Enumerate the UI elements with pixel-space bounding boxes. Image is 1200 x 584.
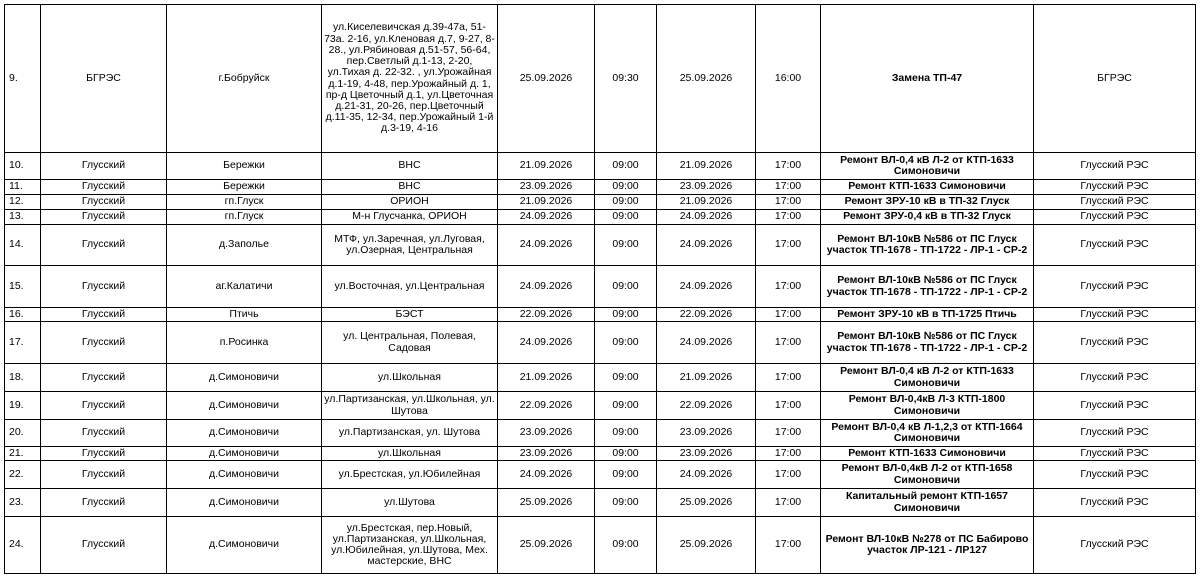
end-date-cell: 21.09.2026 [657, 364, 756, 392]
table-row [5, 489, 1196, 517]
start-time-cell: 09:00 [595, 266, 657, 308]
work-description-cell: Ремонт ВЛ-0,4кВ Л-3 КТП-1800 Симоновичи [821, 392, 1034, 420]
start-date-cell: 23.09.2026 [498, 447, 595, 461]
row-number-cell: 22. [5, 461, 41, 489]
end-time-cell: 17:00 [756, 489, 821, 517]
start-time-cell: 09:00 [595, 392, 657, 420]
end-time-cell: 17:00 [756, 517, 821, 574]
organization-cell: Глусский РЭС [1034, 266, 1196, 308]
organization-cell: Глусский РЭС [1034, 308, 1196, 322]
outage-schedule-table [4, 4, 1196, 574]
end-time-cell: 17:00 [756, 392, 821, 420]
objects-cell: ул.Восточная, ул.Центральная [322, 266, 498, 308]
work-description-cell: Ремонт ВЛ-10кВ №586 от ПС Глуск участок ТП-1678 - ТП-1722 - ЛР-1 - СР-2 [821, 322, 1034, 364]
work-description-cell: Ремонт КТП-1633 Симоновичи [821, 447, 1034, 461]
objects-cell: ул.Брестская, ул.Юбилейная [322, 461, 498, 489]
end-date-cell: 23.09.2026 [657, 447, 756, 461]
start-time-cell: 09:00 [595, 210, 657, 225]
work-description-cell: Замена ТП-47 [821, 5, 1034, 153]
objects-cell: ВНС [322, 153, 498, 180]
start-date-cell: 23.09.2026 [498, 420, 595, 447]
organization-cell: Глусский РЭС [1034, 420, 1196, 447]
end-time-cell: 17:00 [756, 420, 821, 447]
table-row [5, 180, 1196, 195]
table-row [5, 195, 1196, 210]
end-date-cell: 24.09.2026 [657, 322, 756, 364]
district-cell: Глусский [41, 153, 167, 180]
start-date-cell: 21.09.2026 [498, 364, 595, 392]
settlement-cell: г.Бобруйск [167, 5, 322, 153]
district-cell: БГРЭС [41, 5, 167, 153]
row-number-cell: 9. [5, 5, 41, 153]
work-description-cell: Ремонт ВЛ-10кВ №278 от ПС Бабирово участок ЛР-121 - ЛР127 [821, 517, 1034, 574]
table-row [5, 461, 1196, 489]
work-description-cell: Ремонт ВЛ-0,4 кВ Л-1,2,3 от КТП-1664 Симоновичи [821, 420, 1034, 447]
end-date-cell: 25.09.2026 [657, 489, 756, 517]
table-row [5, 447, 1196, 461]
end-time-cell: 17:00 [756, 266, 821, 308]
work-description-cell: Ремонт ВЛ-0,4 кВ Л-2 от КТП-1633 Симоновичи [821, 153, 1034, 180]
settlement-cell: Бережки [167, 153, 322, 180]
end-time-cell: 17:00 [756, 447, 821, 461]
row-number-cell: 18. [5, 364, 41, 392]
objects-cell: ОРИОН [322, 195, 498, 210]
start-time-cell: 09:00 [595, 364, 657, 392]
start-date-cell: 24.09.2026 [498, 210, 595, 225]
start-time-cell: 09:00 [595, 489, 657, 517]
objects-cell: ул.Партизанская, ул. Шутова [322, 420, 498, 447]
row-number-cell: 14. [5, 225, 41, 266]
settlement-cell: гп.Глуск [167, 210, 322, 225]
table-row [5, 364, 1196, 392]
objects-cell: ВНС [322, 180, 498, 195]
organization-cell: Глусский РЭС [1034, 392, 1196, 420]
end-date-cell: 21.09.2026 [657, 195, 756, 210]
work-description-cell: Ремонт ВЛ-10кВ №586 от ПС Глуск участок ТП-1678 - ТП-1722 - ЛР-1 - СР-2 [821, 225, 1034, 266]
start-date-cell: 24.09.2026 [498, 225, 595, 266]
settlement-cell: д.Симоновичи [167, 420, 322, 447]
district-cell: Глусский [41, 308, 167, 322]
settlement-cell: Птичь [167, 308, 322, 322]
start-date-cell: 24.09.2026 [498, 266, 595, 308]
start-date-cell: 24.09.2026 [498, 461, 595, 489]
objects-cell: ул.Шутова [322, 489, 498, 517]
start-date-cell: 23.09.2026 [498, 180, 595, 195]
start-date-cell: 21.09.2026 [498, 153, 595, 180]
end-date-cell: 25.09.2026 [657, 5, 756, 153]
end-date-cell: 21.09.2026 [657, 153, 756, 180]
work-description-cell: Ремонт ВЛ-10кВ №586 от ПС Глуск участок ТП-1678 - ТП-1722 - ЛР-1 - СР-2 [821, 266, 1034, 308]
settlement-cell: аг.Калатичи [167, 266, 322, 308]
start-date-cell: 24.09.2026 [498, 322, 595, 364]
end-time-cell: 17:00 [756, 153, 821, 180]
district-cell: Глусский [41, 322, 167, 364]
start-time-cell: 09:00 [595, 517, 657, 574]
end-time-cell: 17:00 [756, 364, 821, 392]
organization-cell: Глусский РЭС [1034, 322, 1196, 364]
settlement-cell: д.Симоновичи [167, 447, 322, 461]
settlement-cell: Бережки [167, 180, 322, 195]
organization-cell: Глусский РЭС [1034, 195, 1196, 210]
end-time-cell: 17:00 [756, 180, 821, 195]
district-cell: Глусский [41, 447, 167, 461]
row-number-cell: 17. [5, 322, 41, 364]
organization-cell: БГРЭС [1034, 5, 1196, 153]
end-time-cell: 16:00 [756, 5, 821, 153]
objects-cell: ул.Школьная [322, 447, 498, 461]
table-row [5, 153, 1196, 180]
settlement-cell: д.Симоновичи [167, 364, 322, 392]
organization-cell: Глусский РЭС [1034, 210, 1196, 225]
objects-cell: МТФ, ул.Заречная, ул.Луговая, ул.Озерная, Центральная [322, 225, 498, 266]
table-row [5, 420, 1196, 447]
start-time-cell: 09:00 [595, 308, 657, 322]
settlement-cell: д.Симоновичи [167, 489, 322, 517]
district-cell: Глусский [41, 364, 167, 392]
end-date-cell: 23.09.2026 [657, 420, 756, 447]
row-number-cell: 16. [5, 308, 41, 322]
organization-cell: Глусский РЭС [1034, 153, 1196, 180]
table-row [5, 5, 1196, 153]
organization-cell: Глусский РЭС [1034, 364, 1196, 392]
table-row [5, 210, 1196, 225]
start-date-cell: 21.09.2026 [498, 195, 595, 210]
row-number-cell: 12. [5, 195, 41, 210]
district-cell: Глусский [41, 225, 167, 266]
start-date-cell: 25.09.2026 [498, 5, 595, 153]
table-row [5, 266, 1196, 308]
end-time-cell: 17:00 [756, 461, 821, 489]
start-time-cell: 09:00 [595, 153, 657, 180]
row-number-cell: 24. [5, 517, 41, 574]
row-number-cell: 19. [5, 392, 41, 420]
objects-cell: ул.Брестская, пер.Новый, ул.Партизанская, ул.Школьная, ул.Юбилейная, ул.Шутова, Мех. мастерские, ВНС [322, 517, 498, 574]
settlement-cell: д.Симоновичи [167, 392, 322, 420]
work-description-cell: Ремонт КТП-1633 Симоновичи [821, 180, 1034, 195]
start-time-cell: 09:00 [595, 420, 657, 447]
work-description-cell: Ремонт ВЛ-0,4 кВ Л-2 от КТП-1633 Симоновичи [821, 364, 1034, 392]
table-row [5, 308, 1196, 322]
start-date-cell: 25.09.2026 [498, 517, 595, 574]
organization-cell: Глусский РЭС [1034, 489, 1196, 517]
row-number-cell: 20. [5, 420, 41, 447]
end-time-cell: 17:00 [756, 210, 821, 225]
start-time-cell: 09:30 [595, 5, 657, 153]
district-cell: Глусский [41, 210, 167, 225]
end-date-cell: 24.09.2026 [657, 266, 756, 308]
table-row [5, 392, 1196, 420]
objects-cell: М-н Глусчанка, ОРИОН [322, 210, 498, 225]
objects-cell: ул. Центральная, Полевая, Садовая [322, 322, 498, 364]
settlement-cell: д.Симоновичи [167, 461, 322, 489]
organization-cell: Глусский РЭС [1034, 180, 1196, 195]
end-time-cell: 17:00 [756, 195, 821, 210]
settlement-cell: д.Заполье [167, 225, 322, 266]
table-row [5, 517, 1196, 574]
table-row [5, 225, 1196, 266]
row-number-cell: 21. [5, 447, 41, 461]
settlement-cell: д.Симоновичи [167, 517, 322, 574]
work-description-cell: Ремонт ЗРУ-10 кВ в ТП-32 Глуск [821, 195, 1034, 210]
settlement-cell: п.Росинка [167, 322, 322, 364]
start-date-cell: 22.09.2026 [498, 392, 595, 420]
row-number-cell: 23. [5, 489, 41, 517]
work-description-cell: Ремонт ВЛ-0,4кВ Л-2 от КТП-1658 Симоновичи [821, 461, 1034, 489]
start-time-cell: 09:00 [595, 195, 657, 210]
row-number-cell: 11. [5, 180, 41, 195]
end-date-cell: 22.09.2026 [657, 308, 756, 322]
end-date-cell: 22.09.2026 [657, 392, 756, 420]
end-date-cell: 24.09.2026 [657, 461, 756, 489]
table-row [5, 322, 1196, 364]
start-date-cell: 22.09.2026 [498, 308, 595, 322]
district-cell: Глусский [41, 392, 167, 420]
district-cell: Глусский [41, 266, 167, 308]
district-cell: Глусский [41, 195, 167, 210]
objects-cell: ул.Партизанская, ул.Школьная, ул. Шутова [322, 392, 498, 420]
district-cell: Глусский [41, 180, 167, 195]
end-time-cell: 17:00 [756, 322, 821, 364]
end-time-cell: 17:00 [756, 225, 821, 266]
start-time-cell: 09:00 [595, 461, 657, 489]
end-date-cell: 24.09.2026 [657, 225, 756, 266]
objects-cell: БЭСТ [322, 308, 498, 322]
district-cell: Глусский [41, 420, 167, 447]
end-time-cell: 17:00 [756, 308, 821, 322]
start-time-cell: 09:00 [595, 322, 657, 364]
organization-cell: Глусский РЭС [1034, 225, 1196, 266]
district-cell: Глусский [41, 489, 167, 517]
end-date-cell: 24.09.2026 [657, 210, 756, 225]
work-description-cell: Ремонт ЗРУ-0,4 кВ в ТП-32 Глуск [821, 210, 1034, 225]
start-time-cell: 09:00 [595, 180, 657, 195]
organization-cell: Глусский РЭС [1034, 461, 1196, 489]
row-number-cell: 10. [5, 153, 41, 180]
work-description-cell: Ремонт ЗРУ-10 кВ в ТП-1725 Птичь [821, 308, 1034, 322]
end-date-cell: 25.09.2026 [657, 517, 756, 574]
work-description-cell: Капитальный ремонт КТП-1657 Симоновичи [821, 489, 1034, 517]
end-date-cell: 23.09.2026 [657, 180, 756, 195]
objects-cell: ул.Школьная [322, 364, 498, 392]
start-date-cell: 25.09.2026 [498, 489, 595, 517]
row-number-cell: 13. [5, 210, 41, 225]
objects-cell: ул.Киселевичская д.39-47а, 51-73а. 2-16, ул.Кленовая д.7, 9-27, 8-28., ул.Рябиновая д.51-57, 56-64, пер.Светлый д.1-13, 2-20, ул.Тихая д. 22-32. , ул.Урожайная д.1-19, 4-48, пер.Урожайный д. 1, пр-д Цветочный д.1, ул.Цветочная д.21-31, 20-26, пер.Цветочный д.11-35, 12-34, пер.Урожайный 1-й д.3-19, 4-16 [322, 5, 498, 153]
district-cell: Глусский [41, 461, 167, 489]
row-number-cell: 15. [5, 266, 41, 308]
settlement-cell: гп.Глуск [167, 195, 322, 210]
start-time-cell: 09:00 [595, 447, 657, 461]
organization-cell: Глусский РЭС [1034, 517, 1196, 574]
organization-cell: Глусский РЭС [1034, 447, 1196, 461]
district-cell: Глусский [41, 517, 167, 574]
start-time-cell: 09:00 [595, 225, 657, 266]
